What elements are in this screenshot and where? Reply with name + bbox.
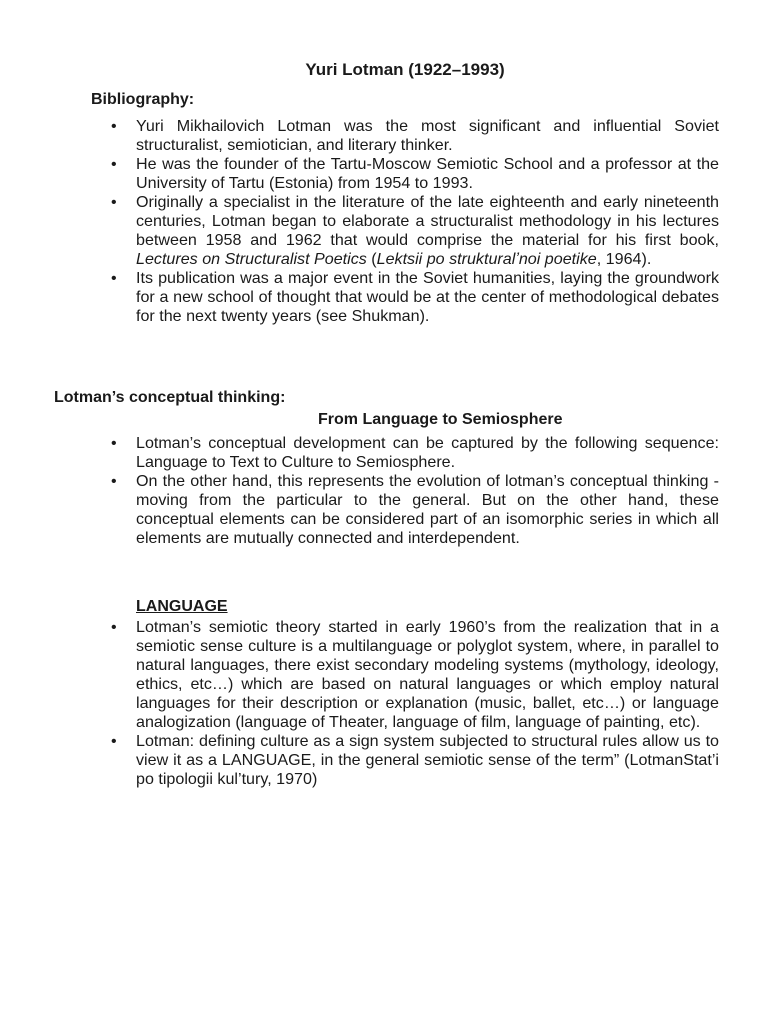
bullet-icon: • xyxy=(111,118,117,135)
list-item-text: Originally a specialist in the literature of the late eighteenth and early nineteenth centuries, Lotman began to elaborate a structuralist methodology in his lectures between 1958 and 1962 that would comprise the material for his first book, xyxy=(136,193,719,249)
list-item-text: Lotman’s conceptual development can be captured by the following sequence: Language to Text to Culture to Semiosphere. xyxy=(136,434,719,471)
list-item xyxy=(111,434,719,472)
list-item-text: Yuri Mikhailovich Lotman was the most significant and influential Soviet structuralist, semiotician, and literary thinker. xyxy=(136,117,719,154)
bibliography-list xyxy=(111,117,719,326)
list-item-text: ( xyxy=(366,250,377,268)
list-item xyxy=(111,472,719,548)
list-item xyxy=(111,193,719,269)
list-item xyxy=(111,269,719,326)
conceptual-subheading: From Language to Semiosphere xyxy=(318,411,563,428)
bullet-icon: • xyxy=(111,473,117,490)
conceptual-list xyxy=(111,434,719,548)
bullet-icon: • xyxy=(111,733,117,750)
list-item-text: , 1964). xyxy=(596,250,652,268)
list-item-text: He was the founder of the Tartu-Moscow Semiotic School and a professor at the University of Tartu (Estonia) from 1954 to 1993. xyxy=(136,155,719,192)
list-item xyxy=(111,155,719,193)
bullet-icon: • xyxy=(111,270,117,287)
bullet-icon: • xyxy=(111,619,117,636)
conceptual-heading: Lotman’s conceptual thinking: xyxy=(54,389,286,406)
language-heading: LANGUAGE xyxy=(136,598,228,615)
list-item xyxy=(111,117,719,155)
list-item-text: Lotman’s semiotic theory started in early 1960’s from the realization that in a semiotic sense culture is a multilanguage or polyglot system, where, in parallel to natural languages, there exist secondary modeling systems (mythology, ideology, ethics, etc…) which are based on natural languages or which employ natural languages for their description or explanation (music, ballet, etc…) or language analogization (language of Theater, language of film, language of painting, etc). xyxy=(136,618,719,731)
bibliography-heading: Bibliography: xyxy=(91,91,195,108)
bullet-icon: • xyxy=(111,435,117,452)
page-title: Yuri Lotman (1922–1993) xyxy=(305,60,505,79)
bullet-icon: • xyxy=(111,194,117,211)
list-item xyxy=(111,732,719,789)
book-title-russian: Lektsii po strukturalʼnoi poetike xyxy=(376,250,597,268)
list-item-text: On the other hand, this represents the evolution of lotman’s conceptual thinking - moving from the particular to the general. But on the other hand, these conceptual elements can be considered part of an isomorphic series in which all elements are mutually connected and interdependent. xyxy=(136,472,719,547)
list-item-text: Lotman: defining culture as a sign system subjected to structural rules allow us to view it as a LANGUAGE, in the general semiotic sense of the term” (LotmanStat’i po tipologii kul’tury, 1970) xyxy=(136,732,719,788)
bullet-icon: • xyxy=(111,156,117,173)
list-item xyxy=(111,618,719,732)
language-list xyxy=(111,618,719,789)
list-item-text: Its publication was a major event in the Soviet humanities, laying the groundwork for a new school of thought that would be at the center of methodological debates for the next twenty years (see Shukman). xyxy=(136,269,719,325)
book-title-english: Lectures on Structuralist Poetics xyxy=(136,250,367,268)
